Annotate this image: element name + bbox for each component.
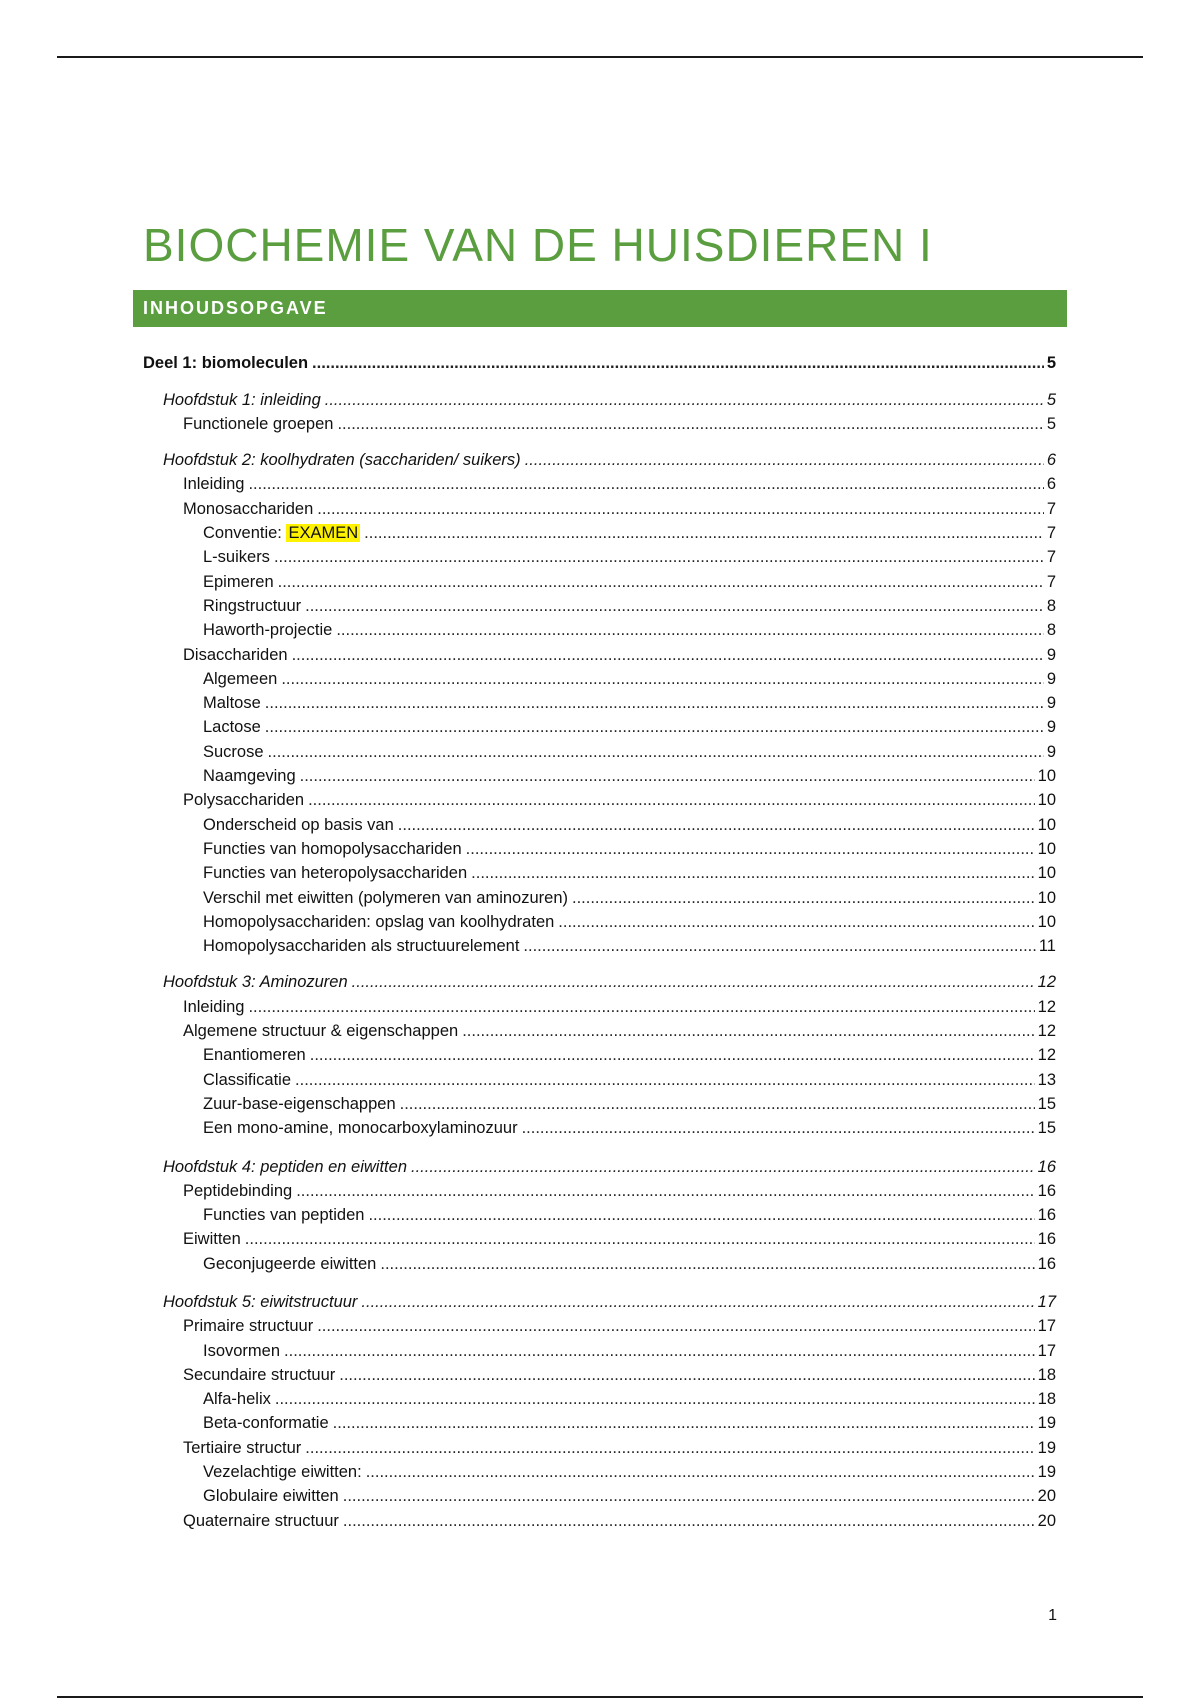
leader-dots [333,1413,1035,1433]
leader-dots [317,1316,1034,1336]
leader-dots [411,1157,1035,1177]
page-ref: 10 [1037,864,1056,883]
toc-entry[interactable]: Lactose ..... 9 [0,713,1200,737]
leader-dots [248,474,1043,494]
leader-dots [352,972,1035,992]
leader-dots [361,1292,1034,1312]
leader-dots [366,1462,1035,1482]
leader-dots [400,1094,1035,1114]
toc-entry[interactable]: Verschil met eiwitten (polymeren van aminozuren) ..... 10 [0,883,1200,907]
leader-dots [265,693,1044,713]
page-ref: 8 [1046,596,1056,615]
leader-dots [343,1486,1035,1506]
toc-entry[interactable]: Homopolysacchariden als structuurelement ..... 11 [0,932,1200,956]
page-ref: 16 [1037,1206,1056,1225]
toc-entry[interactable]: Zuur-base-eigenschappen ..... 15 [0,1090,1200,1114]
toc-entry-part-1[interactable]: Deel 1: biomoleculen ..... 5 [0,349,1200,373]
toc-entry[interactable]: Globulaire eiwitten ..... 20 [0,1482,1200,1506]
header-rule [57,56,1143,58]
page-ref: 13 [1037,1070,1056,1089]
leader-dots [310,1045,1035,1065]
toc-entry[interactable]: Algemeen ..... 9 [0,665,1200,689]
page-ref: 17 [1037,1341,1056,1360]
toc-entry[interactable]: Functies van peptiden ..... 16 [0,1201,1200,1225]
toc-entry-chapter-1[interactable]: Hoofdstuk 1: inleiding ..... 5 [0,385,1200,409]
toc-entry[interactable]: Alfa-helix ..... 18 [0,1385,1200,1409]
page-ref: 6 [1046,451,1056,470]
toc-entry[interactable]: Maltose ..... 9 [0,689,1200,713]
page-ref: 19 [1037,1438,1056,1457]
toc-entry[interactable]: Algemene structuur & eigenschappen ..... 12 [0,1017,1200,1041]
toc-entry[interactable]: Isovormen ..... 17 [0,1336,1200,1360]
page-ref: 17 [1037,1317,1056,1336]
toc-entry[interactable]: Tertiaire structur ..... 19 [0,1433,1200,1457]
toc-entry[interactable]: Functies van homopolysacchariden ..... 10 [0,835,1200,859]
page-ref: 10 [1037,815,1056,834]
page-ref: 10 [1037,912,1056,931]
page-ref: 9 [1046,694,1056,713]
toc-entry[interactable]: Onderscheid op basis van ..... 10 [0,810,1200,834]
page-ref: 7 [1046,524,1056,543]
page-ref: 8 [1046,621,1056,640]
leader-dots [339,1365,1034,1385]
leader-dots [295,1070,1035,1090]
page-ref: 9 [1046,669,1056,688]
leader-dots [281,669,1044,689]
leader-dots [296,1181,1034,1201]
page-ref: 5 [1046,354,1056,373]
page-ref: 10 [1037,791,1056,810]
toc-entry[interactable]: Quaternaire structuur ..... 20 [0,1506,1200,1530]
highlighted-text: EXAMEN [288,524,359,543]
table-of-contents [0,349,1200,1531]
leader-dots [292,645,1044,665]
page-ref: 9 [1046,742,1056,761]
toc-entry-chapter-2[interactable]: Hoofdstuk 2: koolhydraten (sacchariden/ suikers) ..... 6 [0,446,1200,470]
page-ref: 10 [1037,839,1056,858]
toc-entry[interactable]: Naamgeving ..... 10 [0,762,1200,786]
toc-entry[interactable]: Functies van heteropolysacchariden ..... 10 [0,859,1200,883]
leader-dots [300,766,1035,786]
document-title: BIOCHEMIE VAN DE HUISDIEREN I [143,219,933,271]
toc-entry[interactable]: Een mono-amine, monocarboxylaminozuur ..... 15 [0,1114,1200,1138]
leader-dots [466,839,1035,859]
page-ref: 16 [1037,1254,1056,1273]
toc-entry[interactable]: Vezelachtige eiwitten: ..... 19 [0,1458,1200,1482]
leader-dots [275,1389,1035,1409]
leader-dots [368,1205,1034,1225]
leader-dots [245,1229,1035,1249]
page-ref: 12 [1037,973,1056,992]
leader-dots [284,1341,1035,1361]
page-ref: 7 [1046,499,1056,518]
toc-entry[interactable]: Polysacchariden ..... 10 [0,786,1200,810]
page-ref: 15 [1037,1119,1056,1138]
toc-entry[interactable]: Inleiding ..... 6 [0,470,1200,494]
leader-dots [471,863,1034,883]
leader-dots [525,450,1044,470]
leader-dots [274,547,1044,567]
page-ref: 5 [1046,414,1056,433]
leader-dots [523,936,1035,956]
toc-entry[interactable]: Functionele groepen ..... 5 [0,410,1200,434]
toc-entry[interactable]: Secundaire structuur ..... 18 [0,1361,1200,1385]
leader-dots [248,997,1034,1017]
page-ref: 11 [1038,937,1056,956]
leader-dots [364,523,1044,543]
toc-entry[interactable]: Primaire structuur ..... 17 [0,1312,1200,1336]
leader-dots [337,414,1043,434]
toc-entry[interactable]: Peptidebinding ..... 16 [0,1177,1200,1201]
toc-entry[interactable]: Beta-conformatie ..... 19 [0,1409,1200,1433]
page-ref: 17 [1037,1292,1056,1311]
page-number: 1 [1048,1607,1057,1624]
page-ref: 18 [1037,1365,1056,1384]
toc-entry[interactable]: Geconjugeerde eiwitten ..... 16 [0,1249,1200,1273]
page-ref: 12 [1037,1022,1056,1041]
toc-entry[interactable]: Epimeren ..... 7 [0,567,1200,591]
leader-dots [308,790,1035,810]
leader-dots [305,596,1044,616]
toc-entry[interactable]: Homopolysacchariden: opslag van koolhydraten ..... 10 [0,908,1200,932]
toc-heading-bar [133,290,1067,327]
leader-dots [398,815,1035,835]
leader-dots [558,912,1034,932]
page-ref: 7 [1046,548,1056,567]
footer-rule [57,1696,1143,1698]
page-ref: 10 [1037,767,1056,786]
toc-entry[interactable]: Sucrose ..... 9 [0,737,1200,761]
toc-entry[interactable]: Disacchariden ..... 9 [0,640,1200,664]
toc-entry[interactable]: Inleiding ..... 12 [0,992,1200,1016]
page-ref: 12 [1037,1046,1056,1065]
toc-entry-chapter-5[interactable]: Hoofdstuk 5: eiwitstructuur ..... 17 [0,1288,1200,1312]
toc-entry-chapter-4[interactable]: Hoofdstuk 4: peptiden en eiwitten ..... 16 [0,1152,1200,1176]
leader-dots [336,620,1044,640]
leader-dots [268,742,1044,762]
toc-entry[interactable]: L-suikers ..... 7 [0,543,1200,567]
leader-dots [343,1511,1035,1531]
leader-dots [572,888,1035,908]
toc-entry[interactable]: Eiwitten ..... 16 [0,1225,1200,1249]
page-ref: 7 [1046,572,1056,591]
toc-entry[interactable]: Classificatie ..... 13 [0,1065,1200,1089]
page-ref: 10 [1037,888,1056,907]
page-ref: 15 [1037,1094,1056,1113]
page-ref: 20 [1037,1511,1056,1530]
page-ref: 16 [1037,1230,1056,1249]
page-ref: 9 [1046,718,1056,737]
toc-entry[interactable]: Ringstructuur ..... 8 [0,592,1200,616]
page-ref: 5 [1046,390,1056,409]
leader-dots [325,390,1044,410]
page-ref: 20 [1037,1487,1056,1506]
page-ref: 12 [1037,997,1056,1016]
leader-dots [305,1438,1034,1458]
page-ref: 16 [1037,1181,1056,1200]
toc-entry[interactable]: Enantiomeren ..... 12 [0,1041,1200,1065]
page-ref: 9 [1046,645,1056,664]
leader-dots [317,499,1044,519]
leader-dots [278,572,1044,592]
page-ref: 18 [1037,1390,1056,1409]
toc-heading: INHOUDSOPGAVE [143,298,328,318]
leader-dots [380,1254,1034,1274]
page-ref: 19 [1037,1463,1056,1482]
toc-entry-chapter-3[interactable]: Hoofdstuk 3: Aminozuren ..... 12 [0,968,1200,992]
toc-entry[interactable]: Monosacchariden ..... 7 [0,494,1200,518]
page-ref: 16 [1037,1157,1056,1176]
toc-entry[interactable]: Conventie: EXAMEN ..... 7 [0,519,1200,543]
leader-dots [265,717,1044,737]
leader-dots [522,1118,1035,1138]
leader-dots [462,1021,1034,1041]
toc-entry[interactable]: Haworth-projectie ..... 8 [0,616,1200,640]
page-ref: 6 [1046,475,1056,494]
leader-dots [312,353,1044,373]
page-ref: 19 [1037,1414,1056,1433]
